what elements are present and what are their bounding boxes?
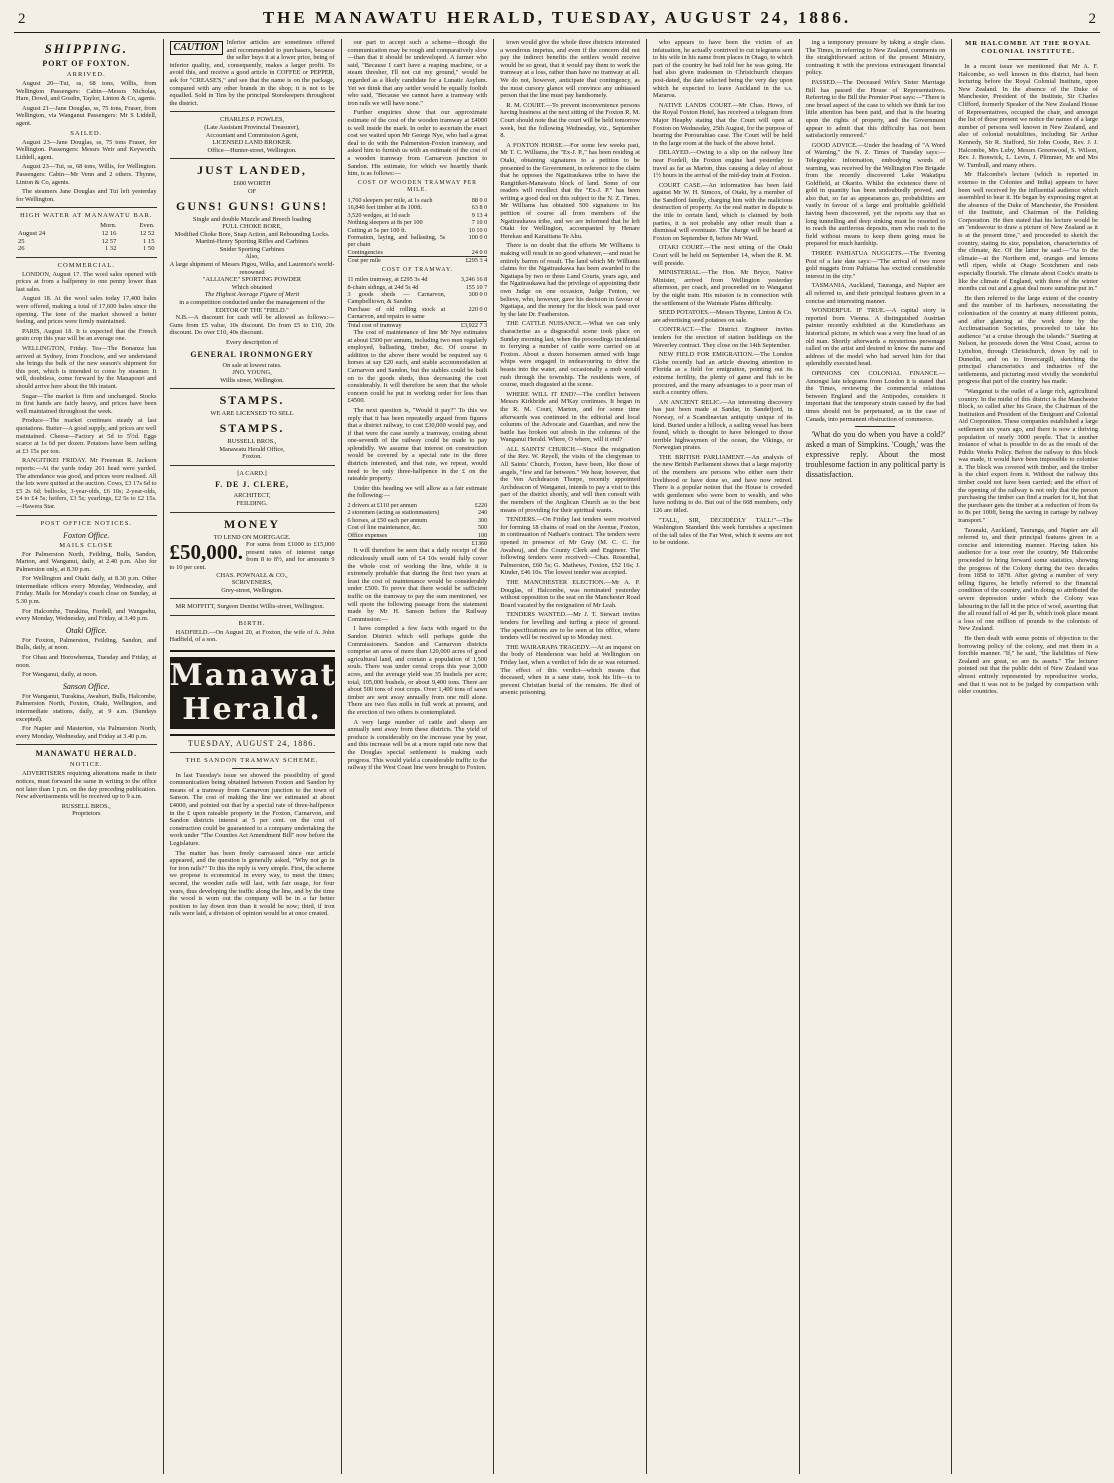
cost-item: 1,760 sleepers per mile, at 1s each [347, 196, 433, 204]
money-text: For sums from £1000 to £15,000 present rates of interest range from 8 to 8½, and for amounts 9 to 10 per cent. [169, 541, 335, 571]
tide-cell: August 24 [18, 229, 46, 237]
news-para: THE BRITISH PARLIAMENT.—An analysis of the new British Parliament shows that a large majority of the members are persons who either earn their livelihood or have done so, and have now retired. There is a popular notion that the House is crowded with gentlemen who were born to wealth, and who have nothing to do. But out of the 668 members, only 126 are titled. [652, 453, 793, 515]
arrived-label: ARRIVED. [66, 71, 106, 78]
cost-item: 11 miles tramway, at £295 3s 4d [347, 276, 428, 284]
tide-cell: 25 [18, 237, 25, 245]
guns-line: A large shipment of Messrs Pigou, Wilks, and Laurence's world-renowned [169, 261, 335, 276]
masthead [14, 8, 1100, 33]
cost-total-row [348, 257, 488, 265]
notice-signature-role: Proprietors [72, 810, 101, 818]
news-para: THE WAIRARAPA TRAGEDY.—At an inquest on the body of Henderson was held at Wellington on Friday last, when a verdict of felo de se was returned. The effect of this verdict—which means that deceased, when in a sane state, took his life—is to prevent Christian burial of the remains. He died of arsenic poisoning. [500, 643, 640, 697]
divider [232, 768, 272, 769]
post-para: For Halcombe, Turakina, Fordell, and Wangaehu, every Monday, Wednesday, and Friday, at 3.40 p.m. [16, 607, 157, 623]
moffitt-advert: MR MOFFITT, Surgeon Dentist Willis-street, Wellington. [175, 603, 325, 611]
article-heading: THE SANDON TRAMWAY SCHEME. [185, 756, 319, 764]
tide-cell: Morn. [100, 222, 117, 230]
tide-heading: HIGH WATER AT MANAWATU BAR. [19, 212, 153, 220]
cost-value: 300 [477, 516, 488, 524]
caution-label: CAUTION [170, 41, 223, 55]
news-para: THE CATTLE NUISANCE.—What we can only characterise as a disgraceful scene took place on Sunday morning last, when the proceedings incidental to ferrying a number of cattle were carried on at Foxton. About a dozen horsemen armed with huge whips were engaged in endeavouring to drive the beasts into the water, and occasionally a mob would rush through the township. The residents were, of course, much disgusted at the scene. [500, 320, 640, 389]
sailing-entry: August 23—Tui, ss, 68 tons, Willis, for Wellington. Passengers: Cabin—Mr Venn and 2 others. Thynne, Linton & Co, agents. [16, 163, 157, 186]
notice-signature: RUSSELL BROS., [61, 802, 111, 810]
cost-value: 300 0 0 [468, 290, 488, 298]
divider [16, 744, 157, 745]
news-para: R. M. COURT.—To prevent inconvenience persons having business at the next sitting of the Foxton R. M. Court should note that the court will be held tomorrow week, but the following Wednesday, viz., September 8. [500, 101, 640, 140]
guns-line: The Highest Average Figure of Merit [204, 291, 300, 299]
tide-cell: Even. [139, 222, 155, 230]
news-para: NATIVE LANDS COURT.—Mr Chas. Hows, of the Royal Foxton Hotel, has received a telegram from Major Heaphy stating that the Court will open at Foxton on Wednesday, 25th August, for the purpose of hearing the Porourahiao case. The Court will be held in the large room at the back of the above hotel. [652, 101, 793, 147]
mails-close-label: MAILS CLOSE [59, 541, 114, 549]
cost-value: 500 [477, 524, 488, 532]
article-para: Further enquiries show that our approximate estimate of the cost of the wooden tramway at £4000 is well inside the mark. In order to ascertain the exact cost we waited upon Mr George Nye, who had a great deal to do with the Palmerston-Foxton tramway, and asked him to furnish us with an estimate of the cost of a wooden tramway from Carnarvon junction to Sandon. His estimate, for which we heartily thank him, is as follows:— [347, 109, 488, 178]
divider [16, 207, 157, 208]
cost-item: 2 storemen (acting as stationmasters) [347, 509, 440, 517]
russell-place: Foxton. [242, 453, 262, 461]
guns-line: Single and double Muzzle and Breech loading [192, 215, 312, 223]
notice-text: ADVERTISERS requiring alterations made in their notices, must forward the same in writing to the office not later than 1 p.m. on the day preceding publication. New advertisements will be received up to 9 a.m. [16, 770, 157, 801]
cost-row [348, 219, 488, 226]
news-para: He then referred to the large extent of the country and the number of its harbours, necessitating the colonisation of the country at many different points, and after glancing at the work done by the Acclimatisation Societies, proceeded to take his audience "at a cruise through the islands." Starting at Nelson, he proceeds down the West Coast, across to Lyttelton, through Christchurch, down by rail to Dunedin, and on to Invercargill, sketching the principal characteristics and industries of the settlements, and picturing most vividly the wonderful progress that part of the country has made. [958, 294, 1098, 386]
fowles-title: (Late Assistant Provincial Treasurer), [204, 123, 300, 131]
page-number-left: 2 [18, 11, 26, 27]
stamps-lead: WE ARE LICENSED TO SELL [210, 410, 294, 418]
otaki-para: For Ohau and Horowhenua, Tuesday and Friday, at noon. [16, 654, 157, 669]
cost-item: Formation, laying, and ballasting, 5s per chain [347, 233, 446, 249]
article-para: The cost of maintenance of line Mr Nye estimates at about £500 per annum, including two men regularly employed, ballasting, timber, &c. Of course in addition to the above there would be required say 6 horses at say £20 each, and stable accommodation at Carnarvon and Sandon, but the stables could be built on to the goods sheds, thus decreasing the cost considerably. It will therefore be seen that the whole concern could be put in working order for less than £4500. [347, 328, 488, 405]
birth-heading: BIRTH. [238, 619, 266, 627]
news-para: COURT CASE.—An information has been laid against Mr W. H. Simcox, of Otaki, by a member of the Sandford family, charging him with the malicious destruction of property. As the real matter in dispute is the title to certain land, which is claimed by both parties, it is not probable any other result than a dismissal will eventuate. The charge will be heard at Foxton on September 8, before Mr Ward. [652, 181, 793, 242]
news-para: ing a temporary pressure by taking a single class. The Times, in referring to New Zealand, comments on the straightforward action of the present Ministry, contrasting it with the previous extravagant financial policy. [805, 39, 946, 77]
discount-text: N.B.—A discount for cash will be allowed as follows:— Guns from £5 value, 10s discount. Do from £5 to £10, 20s discount. Do over £10, 40s discount. [169, 314, 335, 337]
commercial-heading: COMMERCIAL. [57, 261, 115, 269]
article-para: The next question is, "Would it pay?" To this we reply that it has been repeatedly argued from figures that a district railway, to cost £30,000 would pay, and if that were the case surely a tramway, costing about one-seventh of the railway could be made to pay splendidly. We assume that interest on construction would be covered by a special rate in the three districts interested, and that rate, we repeat, would need to be only three-halfpence in the £ on the rateable property. [347, 406, 488, 483]
column-3 [341, 39, 494, 1474]
article-para: our part to accept such a scheme—though the communication may be rough and comparatively slow—than that it should be undeveloped. A farmer who said, "Because I can't have a reaping machine, or a steam thresher, I'll not cut my ground," would be regarded as a likely candidate for a Lunatic Asylum. Yet we think that any settler would be equally foolish who said, "Because we cannot have a tramway with iron rails we will have none." [347, 39, 488, 107]
news-para: ALL SAINTS' CHURCH.—Since the resignation of the Rev. W. Reyell, the visits of the clergyman to All Saints' Church, Foxton, have been, like those of angels, "few and far between." We hear, however, that the Ven Archdeacon Thorpe, recently appointed Archdeacon of Wanganui, intends to pay a visit to this part of the district shortly, and will then consult with the members of the Anglican Church as to the best means of providing for their spiritual wants. [500, 445, 640, 514]
cost-row [348, 284, 488, 291]
cost-row [348, 291, 488, 306]
fowles-role-2: LICENSED LAND BROKER. [212, 139, 292, 147]
manawatu-herald-logo: Manawatu Herald. [169, 658, 361, 728]
guns-line: in a competition conducted under the management of the [179, 299, 325, 307]
fowles-name: CHARLES P. FOWLES, [220, 116, 284, 124]
sailing-entry: August 23—Jane Douglas, ss, 75 tons Fraser, for Wellington. Passengers: Messrs Weir and Keyworth. Liddell, agent. [16, 138, 157, 161]
sanson-para: For Wanganui, Turakina, Awahuri, Bulls, Halcombe, Palmerston North, Foxton, Otaki, Wellington, and intermediate stations, daily, at 9 a.m. (Sundays excepted). [16, 692, 157, 723]
otaki-office-heading: Otaki Office. [65, 625, 107, 635]
traffic-total-row [348, 540, 488, 548]
tramway-table [348, 276, 488, 329]
post-para: For Wellington and Otaki daily, at 8.30 p.m. Other intermediate offices every Monday, Wednesday, and Friday. Mails for Monday's coach close on Sunday, at 5.30 p.m. [16, 575, 157, 606]
tide-cell [16, 222, 78, 230]
cost-item: 16,840 feet timber at 8s 100ft. [347, 204, 423, 212]
divider [1008, 59, 1048, 60]
cost-item: 3,520 wedges, at 1d each [347, 211, 410, 219]
cost-value: 10 10 0 [468, 226, 488, 234]
article-para: In last Tuesday's issue we showed the possibility of good communication being obtained between Foxton and Sandon by means of a tramway from Carnarvon junction to the town of Sanson. The cost of making the line we estimated at about £4000, and pointed out that by a special rate of three-halfpence in the £ upon rateable property in the Foxton, Carnarvon, and Sandon districts interest at 5 per cent. on the cost of construction could be guaranteed to a company undertaking the work under "The Counties Act Amendment Bill" now before the Legislature. [169, 771, 335, 847]
guns-line: Modified Choke Bore, Snap Action, and Rebounding Locks. [174, 230, 330, 238]
news-para: In a recent issue we mentioned that Mr A. F. Halcombe, so well known in this district, had been lecturing before the Royal Colonial Institute, upon New Zealand. In the absence of the Duke of Manchester, President of the Institute, Sir Charles Clifford, formerly Speaker of the New Zealand House of Representatives, occupied the chair, and amongst the list of those present we notice the names of a large number of persons well known in New Zealand, and also of colonial notabilities, including Sir Arthur Kennedy, Sir R. Stafford, Sir John Coode, Rev. J. J. Halcombe, Mrs Luby, Messrs Greenwood, S. Wilson, Rev. J. Bonwick, L. Levin, J. Plimmer, Mr and Mrs W. Turnbull, and many others. [958, 63, 1098, 169]
article-para: A very large number of cattle and sheep are annually sent away from these districts. The yield of produce is considerably on the increase year by year, and this increase will be at a more rapid rate now that the Douglas special settlement is making such progress. This would yield a considerable traffic to the railway if the West Coast line were brought to Foxton. [347, 718, 488, 772]
guns-line: FULL CHOKE BORE, [222, 223, 282, 231]
tide-cell: 12 16 [101, 229, 117, 237]
article-para: Under this heading we will allow as a fair estimate the following:— [347, 484, 488, 500]
halcombe-heading: MR HALCOMBE AT THE ROYAL COLONIAL INSTITUTE. [965, 40, 1092, 55]
just-landed-heading: JUST LANDED, [197, 163, 307, 178]
news-para: WHERE WILL IT END?—The conflict between Messrs Kirkbride and M'Kay continues. It began in the R. M. Court, Marton, and for some time afterwards was continued in the editorial and local columns of the Advocate and Guardian, and now the battle has broken out afresh in the columns of the Wanganui Herald. Where, O where, will it end? [500, 390, 640, 444]
news-para: WONDERFUL IF TRUE.—A capital story is reported from Vienna. A distinguished Austrian painter recently exhibited at the Kunstlerhaus an historical picture, in which was a very fine head of an old man. Shortly afterwards a mysterious personage called on the artist and desired to know the name and address of the model who had served him for that splendidly executed head. [805, 307, 946, 368]
arrival-entry: August 20—Tui, ss, 68 tons, Willis, from Wellington Passengers: Cabin—Messrs Nicholas, Hare, Dowd, and Gosdin, Taylor, Linton & Co, agents. [16, 80, 157, 103]
cost-table-heading: COST OF WOODEN TRAMWAY PER MILE. [357, 179, 478, 194]
cost-item: 8-chain sidings, at 24d 5s 4d [347, 283, 419, 291]
news-para: AN ANCIENT RELIC.—An interesting discovery has just been made at Sandar, in Sandefjord, in Norway, of a Scandinavian antiquity unique of its kind. Buried under a hillock, a sailing vessel has been found, which is thought to have belonged to those terrible highwaymen of the ocean, the Vikings, or Norwegian pirates. [652, 398, 793, 452]
cost-table [348, 197, 488, 265]
divider [16, 257, 157, 258]
cost-value: 100 [477, 531, 488, 539]
column-1 [10, 39, 163, 1474]
post-para: For Palmerston North, Feilding, Bulls, Sandon, Marton, and Wanganui, daily, at 2.40 p.m. Also for Palmerston only, at 8.30 p.m. [16, 550, 157, 573]
news-para: Mr Halcombe's lecture (which is reported in extenso in the Colonies and India) appears to have been well received by the influential audience which assembled to hear it. He began by expressing regret at the absence of the Duke of Manchester, the President of the Institute, and Chairman of the Feilding Corporation. He then stated that his lecture would be an "endeavour to draw a picture of New Zealand as it is at the present time," and proceeded to sketch the country, stating its size, population, characteristics of the climate, &c. Of the latter he said:—"As to the climate—at the Northern end, oranges and lemons will ripen, while at Otago Scotchmen and oats especially flourish. The climate about Cook's straits is like the climate of England, with three of the winter months cut out and a great deal more sunshine put in." [958, 171, 1098, 293]
cost-value: 88 0 0 [471, 196, 488, 204]
commercial-para: RANGITIKEI FRIDAY. Mr Freeman R. Jackson reports:—At the yards today 261 head were yarded. The attendance was good, and prices were realised. All the lots were quitted at the auction. Cows, £3 17s 6d to £5 2s 6d; bullocks, 3-year-olds, £6 10s; 2-year-olds, £4 to £4 5s; heifers, £3 5s; yearlings, £2 5s to £2 15s.—Hawera Star. [16, 457, 157, 510]
sanson-office-heading: Sanson Office. [62, 681, 110, 691]
birth-notice: HADFIELD.—On August 20, at Foxton, the wife of A. John Hadfield, of a son. [169, 628, 335, 644]
commercial-para: WELLINGTON, Friday. Tea—The Bonanza has arrived at Sydney, from Foochow, and we understand she brings the bulk of the new season's shipment for this port, which is intended to come by steamer. It will, doubtless, come forward by the Manapouri and should arrive here about the 9th instant. [16, 345, 157, 390]
tide-cell: 12 57 [101, 237, 117, 245]
tide-row [16, 230, 157, 238]
divider [170, 465, 335, 466]
news-para: THE MANCHESTER ELECTION.—Mr A. P. Douglas, of Halcombe, was nominated yesterday without opposition to the seat on the Manchester Road Board vacated by the resignation of Mr Leah. [500, 578, 640, 609]
news-para: A FOXTON HORSE.—For some few weeks past, Mr T. C. Williams, the "Ex-J. P.," has been residing at Otaki, obtaining signatures to a petition to be presented to the Government, in reference to the claim that he opposes the Ngatiraukawa tribe to have the Rangitikei-Manawatu block of land. Some of our readers will recollect that the "Ex-J. P." has been writing a good deal on this subject to the N. Z. Times. Mr Williams has obtained 500 signatures to his petition of course all from members of the Ngatiraukawa tribe, and we are informed that he left Otaki for Wellington, accompanied by Henare Herekau and Karaitiana Te Ahu. [500, 141, 640, 240]
stamps-heading: STAMPS. [219, 393, 285, 408]
cost-item: Office expenses [347, 531, 388, 539]
caution-advert [170, 39, 335, 107]
cost-row [348, 234, 488, 249]
cost-row [348, 517, 488, 524]
divider [170, 752, 335, 753]
divider [170, 158, 335, 159]
clere-name: F. DE J. CLERE, [215, 480, 289, 490]
cost-row [348, 509, 488, 516]
tramway-total-row [348, 321, 488, 329]
money-heading: MONEY [224, 516, 281, 531]
traffic-cost-table [348, 502, 488, 547]
traffic-total-spacer [348, 540, 446, 548]
clere-place: FEILDING. [236, 499, 268, 507]
money-amount: £50,000. [169, 540, 244, 565]
news-para: OPINIONS ON COLONIAL FINANCE.—Amongst late telegrams from London it is stated that the Times, reviewing the commercial relations between England and the Antipodes, considers it important that the temporary strain caused by the bad times should not be perpetuated, as in the case of Canada, into permanent obstruction of commerce. [805, 369, 946, 423]
cost-value: £220 [474, 502, 488, 510]
news-para: NEW FIELD FOR EMIGRATION.—The London Globe recently had an article drawing attention to Florida as a field for emigration, pointing out its extreme fertility, the plenty of game and fish to be procured, and the many advantages to a poor man of such a country offers. [652, 351, 793, 397]
guns-line: Martini-Henry Sporting Rifles and Carbines [195, 238, 309, 246]
commercial-para: Sugar—The market is firm and unchanged. Stocks in first hands are fairly heavy, and prices have been well maintained throughout the week. [16, 392, 157, 415]
page-number-right: 2 [1088, 11, 1096, 27]
clere-title: ARCHITECT, [233, 492, 271, 500]
divider [170, 111, 335, 112]
tramway-total-value: £3,922 7 3 [445, 321, 487, 329]
guns-line: "ALLIANCE" SPORTING POWDER [202, 276, 302, 284]
issue-date: TUESDAY, AUGUST 24, 1886. [187, 739, 317, 749]
tide-header-row [16, 222, 157, 230]
cost-value: 100 0 0 [468, 233, 488, 241]
cost-item: 2 drivers at £110 per annum [347, 502, 417, 510]
cost-value: 63 8 0 [471, 204, 488, 212]
tide-cell: 1 50 [142, 245, 155, 253]
guns-line: Snider Sporting Carbines [219, 245, 285, 253]
traffic-total-value: £1360 [445, 540, 487, 548]
cost-row [348, 524, 488, 531]
stamps-big: STAMPS. [219, 420, 285, 435]
shipping-note: The steamers Jane Douglas and Tui left yesterday for Wellington. [16, 188, 157, 203]
article-para: It will therefore be seen that a daily receipt of the ridiculously small sum of £4 10s would fully cover the whole cost of working the line, while it is extremely probable that during the first two years at least the cost of maintenance would be considerably under £500. To prove that there would be sufficient traffic on the tramway to pay the sum mentioned, we will quote the following passage from the statement made by Mr H. Sanson before the Railway Commission:— [347, 547, 488, 623]
news-para: CONTRACT.—The District Engineer invites tenders for the erection of station buildings on the Waverley contract. They close on the 14th September. [652, 326, 793, 349]
post-office-heading: POST OFFICE NOTICES. [40, 519, 133, 527]
divider [170, 512, 335, 513]
news-para: who appears to have been the victim of an infatuation, he actually contrived to cut telegrams sent to his wife in his name from places in Otago, to which part of the country he had told her he was going. He had also given tradesmen in Christchurch cheques post-dated, the date selected being the very day upon which he expected to leave Auckland in the s.s. Mararoa. [652, 39, 793, 100]
news-para: OTAKI COURT.—The next sitting of the Otaki Court will be held on September 14, when the R. M. will preside. [652, 244, 793, 267]
news-para: TASMANIA, Auckland, Tauranga, and Napier are all referred to, and their principal features given in a concise and interesting manner. [805, 282, 946, 305]
pownall-name: CHAS. POWNALL & CO., [216, 571, 288, 579]
cost-row [348, 532, 488, 540]
news-para: MINISTERIAL.—The Hon. Mr Bryce, Native Minister, arrived from Wellington yesterday afternoon, per coach, and proceeded on to Wanganui by the night train. His mission is in connection with the settlement of the Waimate Plains difficulty. [652, 269, 793, 307]
cost-value: 155 10 7 [465, 283, 488, 291]
divider [170, 388, 335, 389]
cost-value: 24 0 0 [471, 248, 488, 256]
cost-item: 6 horses, at £50 each per annum [347, 516, 428, 524]
otaki-para: For Wanganui, daily, at noon. [22, 671, 98, 679]
card-label: [A CARD.] [237, 469, 267, 477]
port-heading: PORT OF FOXTON. [42, 59, 131, 68]
tide-row [16, 238, 157, 246]
column-2 [163, 39, 361, 1474]
divider [16, 515, 157, 516]
cost-row [348, 249, 488, 257]
news-para: TENDERS WANTED.—Mr J. T. Stewart invites tenders for levelling and turfing a piece of ground. The specifications are to be seen at his office, where tenders will be received up to Monday next. [500, 611, 640, 642]
tramway-total-label: Total cost of tramway [348, 321, 446, 329]
russell-sub: Manawatu Herald Office, [219, 445, 285, 453]
tide-cell: 1 15 [142, 237, 155, 245]
guns-line: EDITOR OF THE "FIELD." [215, 306, 289, 314]
newspaper-banner [169, 650, 361, 736]
column-6 [799, 39, 952, 1474]
news-para: SEED POTATOES.—Messrs Thynne, Linton & Co. are advertising seed potatoes on sale. [652, 309, 793, 324]
cost-value: 240 [477, 509, 488, 517]
commercial-news [16, 271, 157, 511]
commercial-para: PARIS, August 18. It is expected that the French grain crop this year will be an average one. [16, 327, 157, 343]
cost-value: 9 13 4 [471, 211, 488, 219]
cost-row [348, 276, 488, 283]
news-para: GOOD ADVICE.—Under the heading of "A Word of Warning," the N. Z. Times of Tuesday says:—Telegraphic information, embodying words of warning, was received by the Wellington Fire Brigade from the recently discovered Lake Wakatipu Goldfield, at Okarito. Whilst the existence there of gold in quantity has been undoubtedly proved, and also that, so far as appearances go, probabilities are vastly in favour of a large and profitable goldfield having been discovered, yet the reports say that so long tunnelling and deep sinking must be resorted to to reach the auriferous deposits, men who rush to the field without means to keep them going must be prepared for much hardship. [805, 141, 946, 248]
foxton-office-heading: Foxton Office. [63, 530, 110, 540]
news-para: There is no doubt that the efforts Mr Williams is making will result in no good whatever,—and must be entirely barren of result. The land which Mr Williams claims for the Ngatiraukawa has been awarded to the Ngatiapa by two or three Land Courts, years ago, and the Ngatiraukawa had the privilege of appointing their own Judge on one occasion, Judge Fenton, we believe, who, however, gave his decision in favour of Ngatiapa, and the money for the block was paid over by the late Dr. Featherston. [500, 242, 640, 318]
commercial-para: Produce—The market continues steady at last quotations. Butter—A good supply, and prices are well maintained. Cheese—Factory at 5d to 5½d. Eggs scarce at 1s 6d per dozen. Potatoes have been selling at £3 15s per ton. [16, 417, 157, 455]
tide-cell: 12 52 [139, 229, 155, 237]
notice-heading: NOTICE. [69, 761, 103, 769]
fowles-role: Accountant and Commission Agent, [205, 131, 299, 139]
cost-item: Nothing sleepers at 8s per 100 [347, 219, 423, 227]
news-para: TENDERS.—On Friday last tenders were received for forming 18 chains of road on the Avenue, Foxton, in continuation of Nathan's contract. The tenders were opened in presence of Mr Gray (M. C. C. for Awahou), and the County Clerk and Engineer. The following tenders were received:—Chas. Rosenthal, Palmerston, £60 5s; G. Mathews, Foxton, £52 16s; J. Kinder, £46 10s. The lowest tender was accepted. [500, 516, 640, 577]
divider [170, 615, 335, 616]
guns-heading: GUNS! GUNS! GUNS! [176, 198, 329, 213]
guns-line: Which obtained [231, 283, 273, 291]
tide-table [16, 222, 157, 252]
arrival-entry: August 21—Jane Douglas, ss, 75 tons, Fraser, from Wellington, via Wanganui Passengers: Mr S Liddell, agent. [16, 104, 157, 127]
cost-item: Purchase of old rolling stock at Carnarvon, and repairs to same [347, 305, 446, 321]
cost-item: Contingencies [347, 248, 383, 256]
cost-row [348, 306, 488, 321]
news-para: PASSED.—The Deceased Wife's Sister Marriage Bill has passed the House of Representatives. Referring to the Bill the Premier Post says:—"There is one broad aspect of the case to which we think far too little attention has been paid, and that is the bearing upon the rights of property, and the Government appear to admit that this difficulty has not been satisfactorily removed." [805, 78, 946, 140]
news-para: "Wanganui is the outlet of a large rich, agricultural country. In the midst of this district is the Manchester Block, so called after his Grace, the Chairman of the Institution and President of the Emigrant and Colonial Aid Corporation. These companies established a large settlement six years ago, and there is now a thriving population of nearly 3000 people. That is another instance of what is possible to do as the result of the Public Works Policy. Before the railway to this block was made, it would have been impossible to colonise it. The block was covered with timber, and the timber is the chief export from it. Without the railway this timber could not have been carried; and the effect of the opening of the railway is not only that the person purchasing the timber can find a market for it, but that the purchaser gets the timber at a reduction of from 6s to 8s per 100ft, being the saving in cartage by railway transport." [958, 387, 1098, 525]
news-para: He then dealt with some points of objection to the borrowing policy of the colony, and met them in a forcible manner. "If," he said, "the liabilities of New Zealand are great, so are its assets." The lecturer pointed out that the public debt of New Zealand was almost entirely represented by reproductive works, and that it was not to be judged by comparison with older countries. [958, 634, 1098, 696]
money-sub: TO LEND ON MORTGAGE. [213, 533, 291, 541]
fowles-office: Office—Hunter-street, Wellington. [207, 146, 297, 154]
russell-name: RUSSELL BROS., [227, 437, 277, 445]
tide-cell: 1 32 [104, 245, 117, 253]
column-7 [951, 39, 1104, 1474]
cost-row [348, 204, 488, 211]
columns [10, 39, 1104, 1474]
newspaper-title: THE MANAWATU HERALD, TUESDAY, AUGUST 24, 1886. [262, 8, 852, 27]
money-advert [170, 541, 335, 571]
sailed-label: SAILED. [70, 129, 103, 137]
pownall-address: Grey-street, Wellington. [221, 586, 283, 594]
cost-value: 220 0 0 [468, 305, 488, 313]
cost-item: 3 goods sheds — Carnarvon, Campbelltown, & Sandon [347, 290, 446, 306]
news-para: Taranaki, Auckland, Tauranga, and Napier are all referred to, and their principal features given in a concise and interesting manner. Having taken his audience for a tour over the country, Mr Halcombe proceeded to bring forward some statistics, showing the progress of the Colony during the two decades from 1858 to 1878. After giving a number of very telling figures, he briefly referred to the financial condition of the country, and in doing so attributed the severe depression under which the Colony was labouring to the fall in the price of wool, asserting that the all round fall of 4d per lb, which took place meant a loss of one million of pounds to the colonists of New Zealand. [958, 526, 1098, 633]
divider [170, 598, 335, 599]
ironmongery-sub: On sale at lowest rates. [222, 361, 282, 369]
news-para: DELAYED.—Owing to a slip on the railway line near Fordell, the Foxton engine had yesterday to travel as far as Marton, thus causing a delay of about 1½ hours in the arrival of the mid-day train at Foxton. [652, 149, 793, 180]
cost-item: Cost of line maintenance, &c. [347, 524, 422, 532]
otaki-para: For Foxton, Palmerston, Feilding, Sandon, and Bulls, daily, at noon. [16, 636, 157, 652]
cost-total-label: Cost per mile [348, 257, 446, 265]
commercial-para: August 18. At the wool sales today 17,400 bales were offered, making a total of 17,600 bales since the opening. The tone of the market showed a better feeling, and prices were firmly maintained. [16, 295, 157, 326]
cost-row [348, 197, 488, 204]
ironmongery-heading: GENERAL IRONMONGERY [190, 349, 314, 359]
ironmongery-intro: Every description of [225, 339, 279, 346]
young-address: Willis street, Wellington. [220, 376, 284, 384]
article-para: I have compiled a few facts with regard to the Sandon District which will perhaps guide the Commissioners. Sandon and Carnarvon districts comprise an area of more than 120,000 acres of good agricultural land, and contain a population of 1,500 souls. There was under cereal crops this year 3,000 acres, and the average yield was 35 bushels per acre; total, 105,000 bushels, or about 9,400 tons. There are about 500 tons of root crops. Over 1,400 tons of sawn timber are sent away annually from one mill alone. There are two flax mills in full work at present, and the erection of two others is contemplated. [347, 625, 488, 716]
young-name: JNO. YOUNG, [232, 369, 272, 377]
herald-heading: MANAWATU HERALD. [35, 749, 138, 759]
news-para: THREE PAHIATUA NUGGETS.—The Evening Post of a late date says:—"The arrival of two more gold nuggets from Pahiatua has excited considerable interest in the city." [805, 250, 946, 280]
cost-row [348, 227, 488, 234]
divider [855, 426, 895, 427]
closing-joke: 'What do you do when you have a cold?' asked a man of Simpkins. 'Cough,' was the expressive reply. About the most troublesome faction in any political party is dissatisfaction. [805, 430, 946, 480]
article-para: The matter has been freely canvassed since our article appeared, and the question is generally asked, "Why not go in for iron rails?" To this the reply is very simple. First, the scheme we propose is economical in every way, to meet the times; second, the wooden rails will last, with fair usage, for four years, thus developing the traffic along the line, and by the time the wood is worn out the company will be in a far better position to lay down iron than it would be now; third, if iron rails were laid, a division of opinion would be at once created. [169, 849, 335, 918]
guns-of: OF [247, 187, 257, 195]
cost-value: 7 10 0 [471, 219, 488, 227]
cost-item: Cutting at 5s per 100 ft. [347, 226, 407, 234]
news-para: town would give the whole three districts interested a wondrous impetus, and even if the concern did not pay the indirect benefits the settlers would receive would be so great, that it would pay them to work the tramway at a loss, rather than have no tramway at all. We do not, however, anticipate that contingency, as the most cursory glance will convince any unbiassed person that the line must pay handsomely. [500, 39, 640, 100]
cost-row [348, 502, 488, 509]
column-4 [493, 39, 646, 1474]
cost-row [348, 212, 488, 219]
news-para: "TALL, SIR, DECIDEDLY TALL!"—The Washington Standard this week furnishes a specimen of the tall tales of the Far West, which it seems are not to be outdone. [652, 516, 793, 547]
guns-worth: £600 WORTH [233, 180, 271, 188]
guns-line: Also, [245, 253, 259, 261]
tramway-table-heading: COST OF TRAMWAY. [381, 266, 453, 273]
sanson-para: For Napier and Masterton, via Palmerston North, every Monday, Wednesday, and Friday at 3.40 p.m. [16, 725, 157, 740]
tide-row [16, 245, 157, 253]
cost-value: 3,246 16 8 [460, 276, 488, 284]
commercial-para: LONDON, August 17. The wool sales opened with prices at from a halfpenny to one penny lower than last sales. [16, 270, 157, 293]
cost-total-value: £295 3 4 [445, 257, 487, 265]
shipping-heading: SHIPPING. [44, 41, 128, 56]
column-5 [646, 39, 799, 1474]
tide-cell: 26 [18, 245, 25, 253]
pownall-title: SCRIVENERS, [231, 579, 273, 587]
caution-text: Inferior articles are sometimes offered and recommended to purchasers, because the seller buys it at a lower price, being of inferior quality, and, consequently, makes a larger profit. To avoid this, and receive a good article in COFFEE or PEPPER, ask for "CREASE'S," and see that the name is on the package, compared with any other brands in the shop; it is not to be equalled. Sold in Tins by the principal Storekeepers throughout the district. [169, 39, 335, 107]
